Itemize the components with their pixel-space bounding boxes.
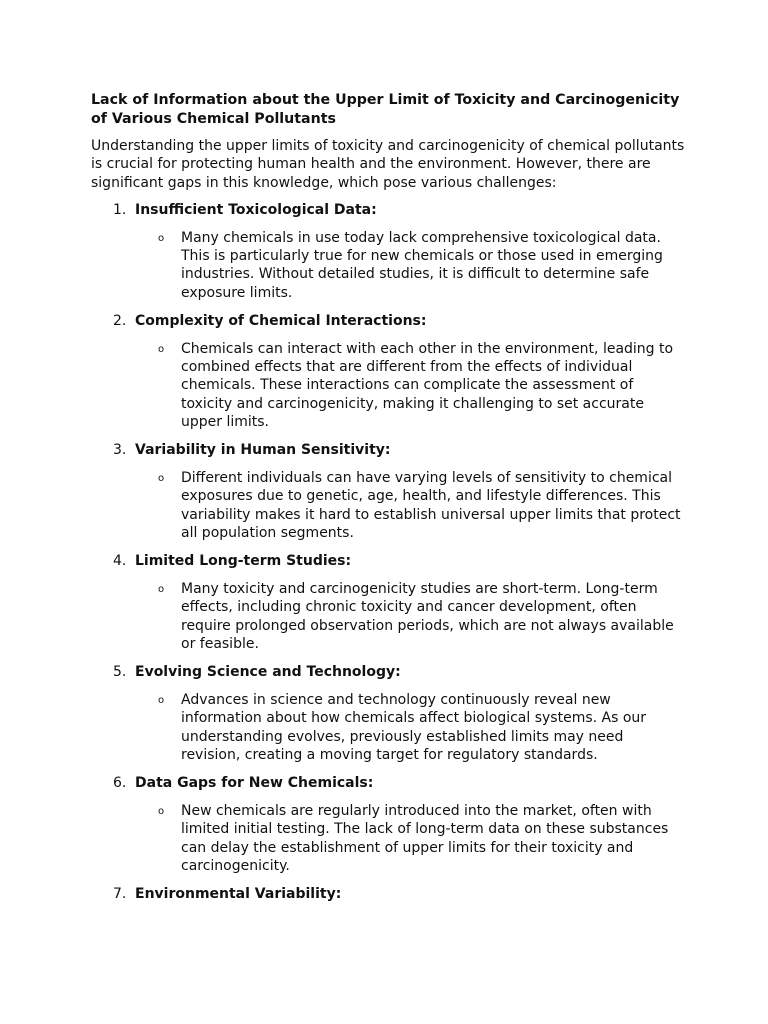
- hollow-circle-bullet-icon: o: [158, 584, 165, 596]
- bullet-item: [135, 691, 685, 764]
- section-number: 3.: [113, 442, 127, 459]
- bullet-item: [135, 802, 685, 875]
- section-number: 4.: [113, 553, 127, 570]
- section-heading: Complexity of Chemical Interactions:: [135, 312, 427, 329]
- bullet-list: [135, 580, 685, 653]
- hollow-circle-bullet-icon: o: [158, 473, 165, 485]
- numbered-section-list: [91, 201, 685, 904]
- bullet-list: [135, 340, 685, 431]
- section-item: [91, 312, 685, 431]
- document-page: [91, 91, 685, 913]
- section-number: 7.: [113, 886, 127, 903]
- bullet-text: Different individuals can have varying levels of sensitivity to chemical exposures due to genetic, age, health, and lifestyle differences. This variability makes it hard to establish universal upper limits that protect all population segments.: [181, 470, 681, 541]
- section-item: [91, 663, 685, 764]
- bullet-item: [135, 229, 685, 302]
- section-heading: Environmental Variability:: [135, 886, 342, 903]
- bullet-item: [135, 340, 685, 431]
- bullet-item: [135, 580, 685, 653]
- bullet-text: Advances in science and technology continuously reveal new information about how chemicals affect biological systems. As our understanding evolves, previously established limits may need revision, creating a moving target for regulatory standards.: [181, 692, 647, 763]
- section-item: [91, 552, 685, 653]
- section-number: 1.: [113, 201, 127, 218]
- bullet-list: [135, 691, 685, 764]
- section-heading: Insufficient Toxicological Data:: [135, 201, 377, 218]
- hollow-circle-bullet-icon: o: [158, 806, 165, 818]
- section-item: [91, 201, 685, 302]
- section-heading: Limited Long-term Studies:: [135, 553, 352, 570]
- section-heading: Evolving Science and Technology:: [135, 664, 401, 681]
- section-heading: Variability in Human Sensitivity:: [135, 442, 391, 459]
- section-item: [91, 441, 685, 542]
- bullet-list: [135, 469, 685, 542]
- section-number: 6.: [113, 775, 127, 792]
- bullet-text: Many toxicity and carcinogenicity studies are short-term. Long-term effects, including chronic toxicity and cancer development, often require prolonged observation periods, which are not always available or feasible.: [181, 581, 674, 652]
- document-title: Lack of Information about the Upper Limit of Toxicity and Carcinogenicity of Various Chemical Pollutants: [91, 92, 680, 127]
- hollow-circle-bullet-icon: o: [158, 233, 165, 244]
- bullet-text: Many chemicals in use today lack comprehensive toxicological data. This is particularly true for new chemicals or those used in emerging industries. Without detailed studies, it is difficult to determine safe exposure limits.: [181, 230, 663, 301]
- hollow-circle-bullet-icon: o: [158, 695, 165, 707]
- section-number: 5.: [113, 664, 127, 681]
- intro-paragraph: Understanding the upper limits of toxicity and carcinogenicity of chemical pollutants is crucial for protecting human health and the environment. However, there are significant gaps in this knowledge, which pose various challenges:: [91, 138, 685, 191]
- hollow-circle-bullet-icon: o: [158, 344, 165, 356]
- section-item: [91, 774, 685, 875]
- section-heading: Data Gaps for New Chemicals:: [135, 775, 374, 792]
- bullet-item: [135, 469, 685, 542]
- bullet-text: Chemicals can interact with each other in the environment, leading to combined effects that are different from the effects of individual chemicals. These interactions can complicate the assessment of toxicity and carcinogenicity, making it challenging to set accurate upper limits.: [181, 341, 674, 430]
- bullet-list: [135, 802, 685, 875]
- section-item: [91, 885, 685, 903]
- section-number: 2.: [113, 312, 127, 329]
- bullet-text: New chemicals are regularly introduced into the market, often with limited initial testing. The lack of long-term data on these substances can delay the establishment of upper limits for their toxicity and carcinogenicity.: [181, 803, 669, 874]
- bullet-list: [135, 229, 685, 302]
